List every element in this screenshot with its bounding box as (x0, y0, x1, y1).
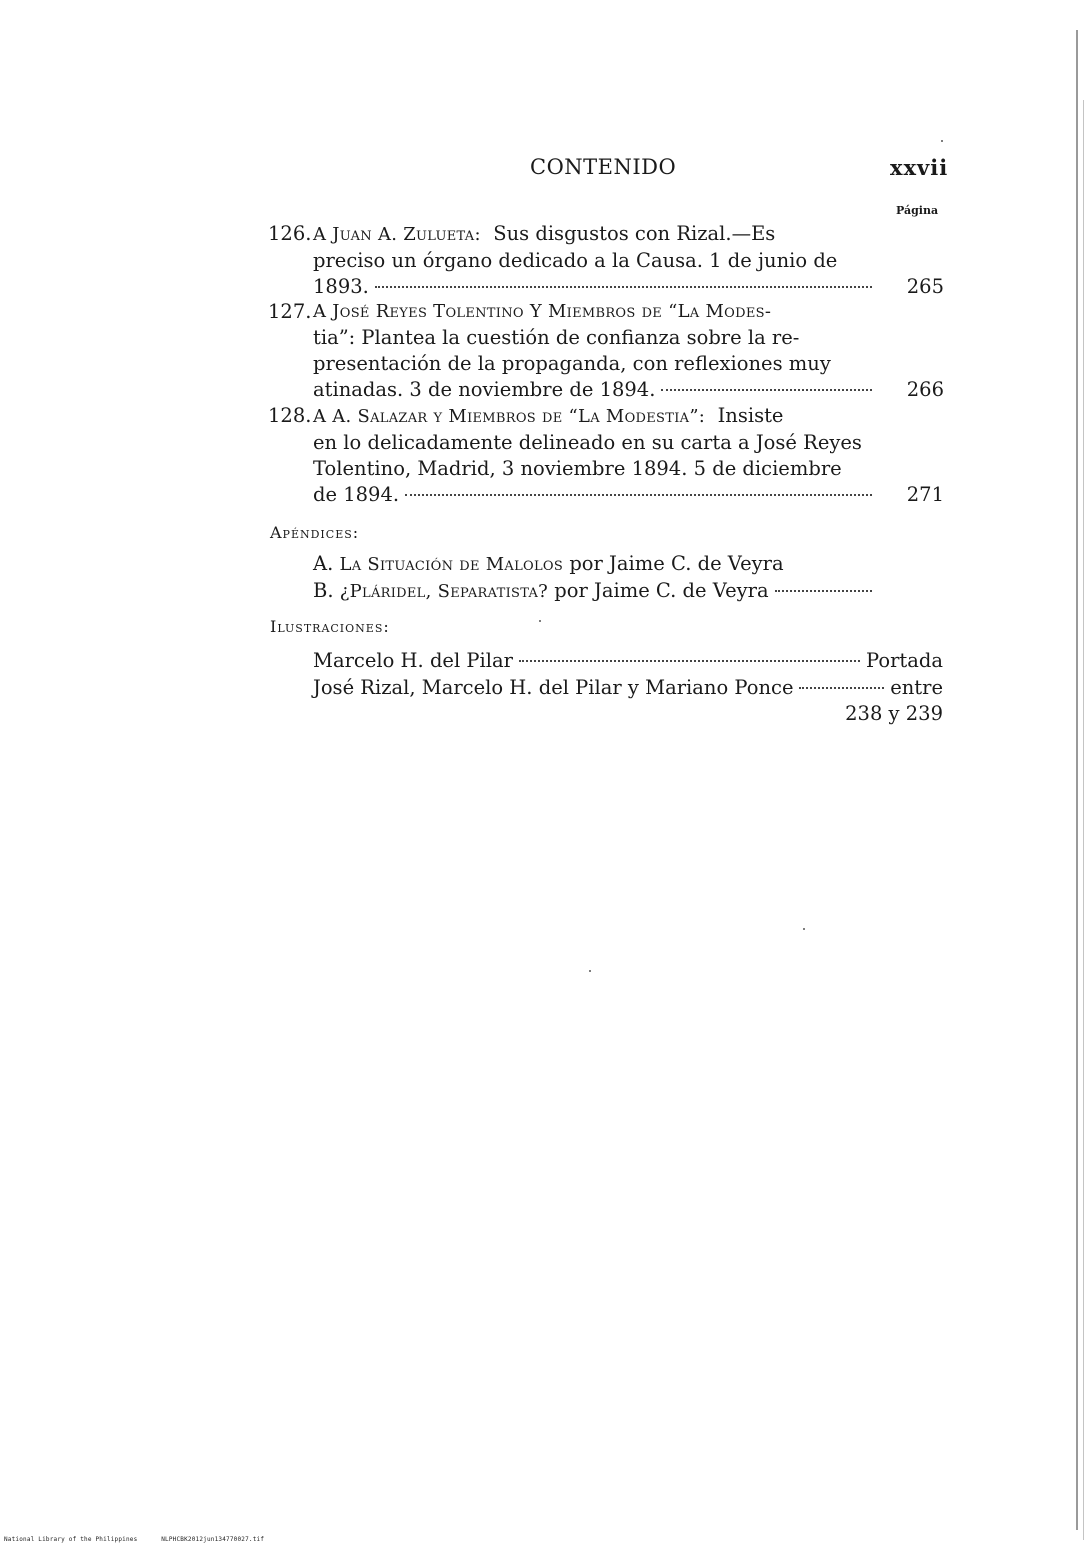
illustration-location: entre (890, 676, 943, 699)
entry-text: tia”: Plantea la cuestión de confianza sobre la re- (313, 326, 800, 349)
appendix-title: La Situación de Malolos (339, 554, 564, 575)
appendix-label: A. (313, 552, 334, 575)
dot-leader (799, 687, 884, 689)
scan-speck (589, 970, 591, 972)
entry-number: 127. (268, 300, 312, 323)
dot-leader (375, 286, 872, 288)
appendix-item (313, 551, 878, 578)
illustration-location-cont: 238 y 239 (845, 702, 943, 725)
illustration-item (313, 675, 943, 727)
toc-entry-128 (268, 403, 944, 508)
entry-number: 126. (268, 222, 312, 245)
page-folio: xxvii (890, 155, 949, 180)
page-column-label: Página (896, 204, 939, 217)
running-head-title: CONTENIDO (530, 155, 677, 179)
page-edge-shadow (1076, 30, 1078, 1530)
scan-speck (941, 140, 943, 142)
entry-text: presentación de la propaganda, con reflexiones muy (313, 352, 831, 375)
illustration-item (313, 648, 943, 674)
toc-entry-127 (268, 299, 944, 403)
entry-text: Insiste (717, 404, 784, 427)
entry-text: Tolentino, Madrid, 3 noviembre 1894. 5 de diciembre (313, 457, 842, 480)
appendix-item (313, 578, 878, 605)
appendix-label: B. (313, 579, 334, 602)
appendix-author: por Jaime C. de Veyra (569, 552, 784, 575)
dot-leader (661, 389, 872, 391)
entry-text: Sus disgustos con Rizal.—Es (493, 222, 776, 245)
illustration-text: José Rizal, Marcelo H. del Pilar y Mariano Ponce (313, 676, 794, 699)
dot-leader (519, 660, 860, 662)
entry-page-number: 266 (906, 378, 944, 401)
footer-file-id: NLPHCBK2012jun134770027.tif (161, 1536, 265, 1543)
entry-text: en lo delicadamente delineado en su carta a José Reyes (313, 431, 862, 454)
appendix-author: por Jaime C. de Veyra (554, 579, 769, 602)
scan-speck (539, 620, 541, 622)
entry-recipient: A Juan A. Zulueta: (313, 224, 481, 245)
entry-text-last: 1893. (313, 275, 369, 298)
entry-text: preciso un órgano dedicado a la Causa. 1 de junio de (313, 249, 838, 272)
illustration-text: Marcelo H. del Pilar (313, 649, 513, 672)
dot-leader (775, 590, 872, 592)
appendix-title: ¿Pláridel, Separatista? (339, 581, 549, 602)
page-edge-shadow-outer (1083, 100, 1084, 1540)
illustration-location: Portada (866, 649, 943, 672)
entry-recipient: A A. Salazar y Miembros de “La Modestia”: (313, 406, 706, 427)
toc-entry-126 (268, 221, 944, 300)
entry-page-number: 271 (906, 483, 944, 506)
appendices-heading: Apéndices: (270, 523, 360, 542)
entry-text-last: de 1894. (313, 483, 400, 506)
illustrations-heading: Ilustraciones: (270, 617, 390, 636)
scan-footer (4, 1536, 264, 1543)
entry-page-number: 265 (906, 275, 944, 298)
entry-recipient: A José Reyes Tolentino Y Miembros de “La Modes- (313, 301, 772, 322)
footer-library: National Library of the Philippines (4, 1536, 138, 1543)
dot-leader (405, 494, 872, 496)
entry-text-last: atinadas. 3 de noviembre de 1894. (313, 378, 656, 401)
entry-number: 128. (268, 404, 312, 427)
scan-speck (803, 928, 805, 930)
